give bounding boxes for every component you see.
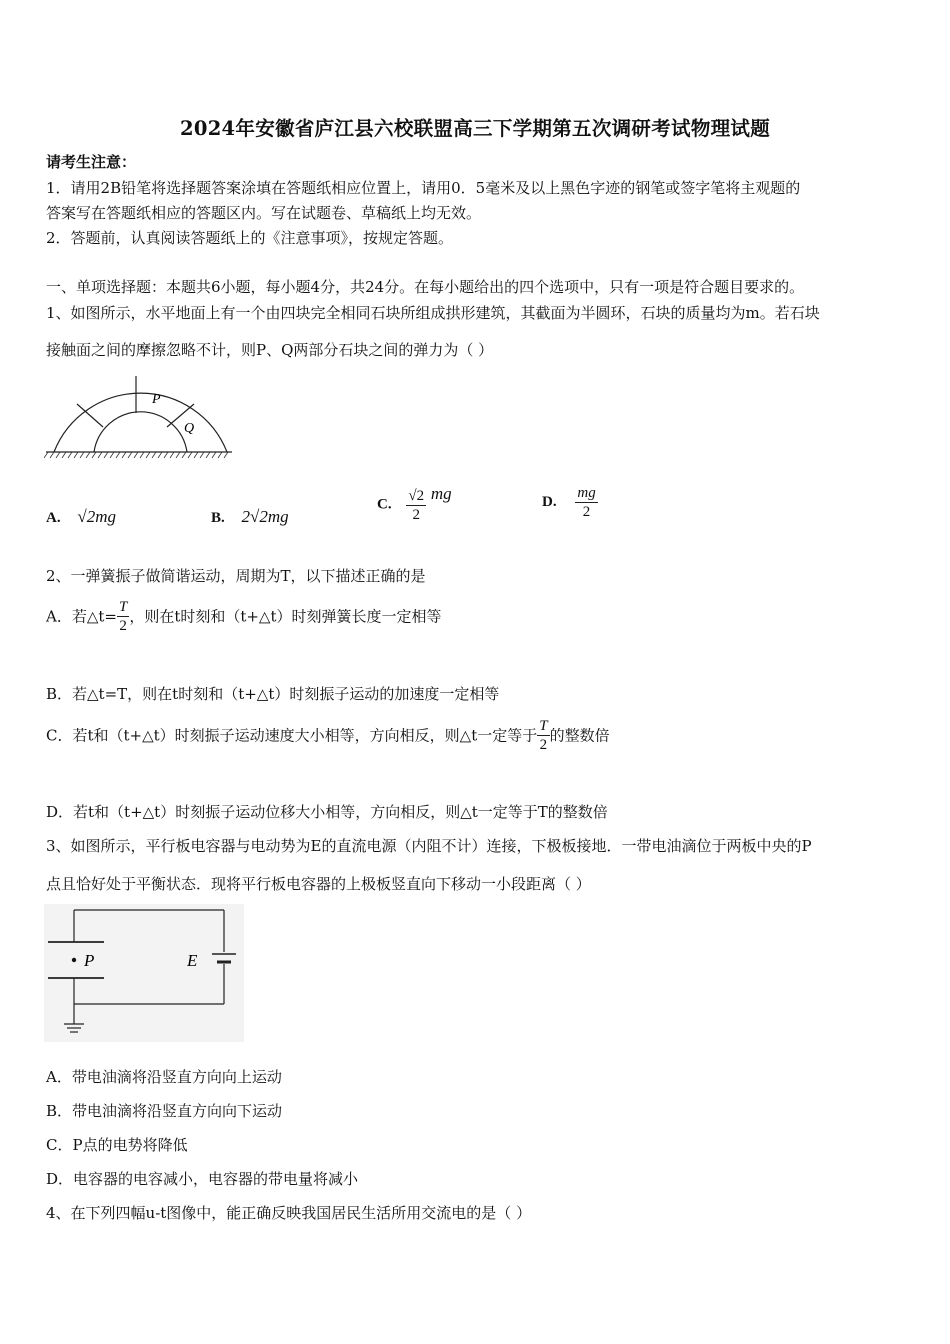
q1-option-a-label: A. <box>46 510 61 526</box>
q2-option-b[interactable]: B．若△t=T，则在t时刻和（t+△t）时刻振子运动的加速度一定相等 <box>46 685 500 703</box>
q2-option-c-pre: C．若t和（t+△t）时刻振子运动速度大小相等，方向相反，则△t一定等于 <box>46 726 538 745</box>
q2-option-c-num: T <box>539 718 548 734</box>
q3-stem-line2: 点且恰好处于平衡状态．现将平行板电容器的上极板竖直向下移动一小段距离（ ） <box>46 875 591 893</box>
q3-stem-line1: 3、如图所示，平行板电容器与电动势为E的直流电源（内阻不计）连接，下极板接地．一带电油滴位于两板中央的P <box>46 837 812 855</box>
q1-option-b-expr: 2√2mg <box>241 507 289 526</box>
arch-inner-arc <box>94 412 187 452</box>
q2-option-c-den: 2 <box>537 735 549 754</box>
q1-stem-line2: 接触面之间的摩擦忽略不计，则P、Q两部分石块之间的弹力为（ ） <box>46 341 494 359</box>
q1-option-d-num: mg <box>577 485 596 501</box>
ground-hatch <box>44 452 228 458</box>
arch-outer-arc <box>54 393 227 452</box>
q1-option-b[interactable] <box>211 507 289 527</box>
q1-option-c[interactable] <box>377 484 452 524</box>
arch-figure <box>44 372 240 464</box>
notice-item-1b: 答案写在答题纸相应的答题区内。写在试题卷、草稿纸上均无效。 <box>46 204 482 222</box>
q2-stem: 2、一弹簧振子做简谐运动，周期为T，以下描述正确的是 <box>46 567 426 585</box>
q1-option-d-fraction <box>575 484 597 521</box>
circuit-label-e: E <box>187 951 198 970</box>
notice-item-1a: 1．请用2B铅笔将选择题答案涂填在答题纸相应位置上，请用0．5毫米及以上黑色字迹的钢笔或签字笔将主观题的 <box>46 179 801 197</box>
q3-option-a[interactable]: A．带电油滴将沿竖直方向向上运动 <box>46 1068 282 1086</box>
arch-label-p: P <box>152 392 161 407</box>
q2-option-a-pre: A．若△t= <box>46 607 117 626</box>
notice-heading: 请考生注意： <box>46 153 137 171</box>
q4-stem: 4、在下列四幅u-t图像中，能正确反映我国居民生活所用交流电的是（ ） <box>46 1204 532 1222</box>
q1-option-c-label: C. <box>377 496 392 513</box>
q1-option-b-label: B. <box>211 510 225 526</box>
oil-drop-dot <box>72 958 76 962</box>
q1-option-c-num: √2 <box>408 487 425 504</box>
q2-option-d[interactable]: D．若t和（t+△t）时刻振子运动位移大小相等，方向相反，则△t一定等于T的整数倍 <box>46 803 608 821</box>
q2-option-a-fraction <box>117 598 129 635</box>
arch-label-q: Q <box>184 421 195 436</box>
q1-option-d-label: D. <box>542 494 557 510</box>
q2-option-a-post: ，则在t时刻和（t+△t）时刻弹簧长度一定相等 <box>129 607 442 626</box>
q1-option-c-tail: mg <box>430 484 452 503</box>
q2-option-c[interactable] <box>46 717 610 754</box>
q2-option-a-num: T <box>118 599 128 615</box>
q1-stem-line1: 1、如图所示，水平地面上有一个由四块完全相同石块所组成拱形建筑，其截面为半圆环，石块的质量均为m。若石块 <box>46 304 820 322</box>
q2-option-a[interactable] <box>46 598 442 635</box>
q3-option-d[interactable]: D．电容器的电容减小，电容器的带电量将减小 <box>46 1170 359 1188</box>
circuit-label-p: P <box>84 951 95 970</box>
q2-option-c-fraction <box>537 717 549 754</box>
q1-option-c-fraction <box>406 487 426 524</box>
q2-option-a-den: 2 <box>117 616 129 635</box>
section-heading: 一、单项选择题：本题共6小题，每小题4分，共24分。在每小题给出的四个选项中，只有一项是符合题目要求的。 <box>46 278 805 296</box>
capacitor-circuit-figure <box>44 904 244 1042</box>
q3-option-b[interactable]: B．带电油滴将沿竖直方向向下运动 <box>46 1102 283 1120</box>
q1-option-a[interactable] <box>46 507 116 527</box>
q1-option-d-den: 2 <box>575 502 597 521</box>
q1-option-a-expr: √2mg <box>77 507 116 526</box>
notice-item-2: 2．答题前，认真阅读答题纸上的《注意事项》，按规定答题。 <box>46 229 454 247</box>
q1-option-c-den: 2 <box>406 505 426 524</box>
q1-option-d[interactable] <box>542 484 598 521</box>
q3-option-c[interactable]: C．P点的电势将降低 <box>46 1136 188 1154</box>
page-title: 2024年安徽省庐江县六校联盟高三下学期第五次调研考试物理试题 <box>179 117 771 140</box>
q2-option-c-post: 的整数倍 <box>549 726 610 745</box>
